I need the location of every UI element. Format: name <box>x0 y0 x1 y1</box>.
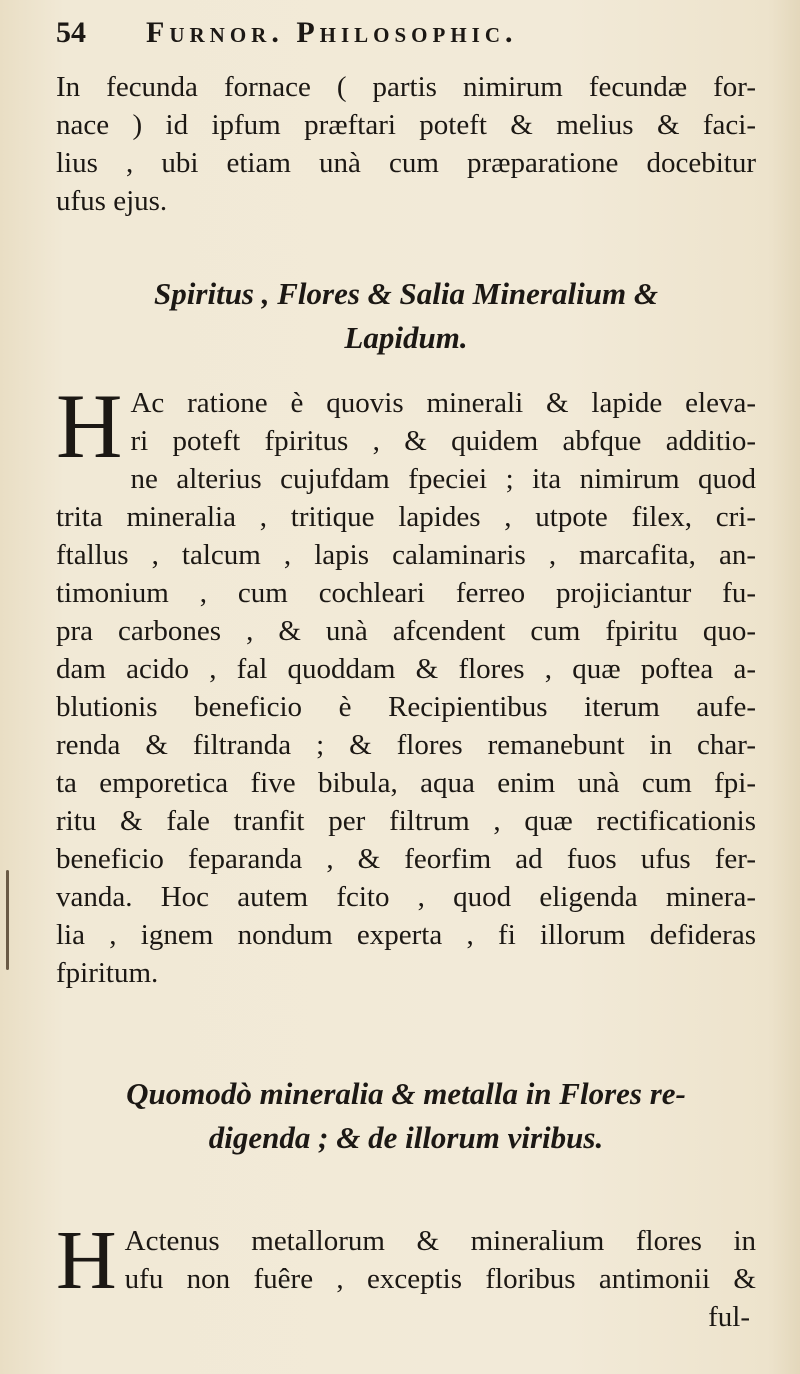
page-header <box>56 16 746 50</box>
text-line: trita mineralia , tritique lapides , utpote filex, cri- <box>56 501 756 533</box>
text-line: In fecunda fornace ( partis nimirum fecundæ for- <box>56 71 756 103</box>
text-line: ufu non fuêre , exceptis floribus antimonii & <box>124 1263 756 1295</box>
text-line: vanda. Hoc autem fcito , quod eligenda minera- <box>56 881 756 913</box>
catchword: ful- <box>708 1301 750 1333</box>
heading-line: digenda ; & de illorum viribus. <box>208 1120 604 1155</box>
text-line: lius , ubi etiam unà cum præparatione docebitur <box>56 147 756 179</box>
text-line: beneficio feparanda , & feorfim ad fuos ufus fer- <box>56 843 756 875</box>
heading-line: Quomodò mineralia & metalla in Flores re- <box>126 1076 686 1111</box>
text-line: lia , ignem nondum experta , fi illorum defideras <box>56 919 756 951</box>
text-line: ftallus , talcum , lapis calaminaris , marcafita, an- <box>56 539 756 571</box>
text-line: timonium , cum cochleari ferreo projiciantur fu- <box>56 577 756 609</box>
margin-ink-mark <box>6 870 9 970</box>
text-line: ufus ejus. <box>56 185 168 217</box>
drop-cap: H <box>56 1214 117 1307</box>
heading-line: Spiritus , Flores & Salia Mineralium & <box>154 276 658 311</box>
text-line: fpiritum. <box>56 957 159 989</box>
text-line: pra carbones , & unà afcendent cum fpiritu quo- <box>56 615 756 647</box>
text-line: blutionis beneficio è Recipientibus iterum aufe- <box>56 691 756 723</box>
text-line: renda & filtranda ; & flores remanebunt in char- <box>56 729 756 761</box>
text-line: dam acido , fal quoddam & flores , quæ poftea a- <box>56 653 756 685</box>
text-line: ta emporetica five bibula, aqua enim unà cum fpi- <box>56 767 756 799</box>
intro-paragraph <box>56 68 756 220</box>
text-line: ne alterius cujufdam fpeciei ; ita nimirum quod <box>130 463 756 495</box>
text-line: Actenus metallorum & mineralium flores in <box>124 1225 756 1257</box>
text-line: ri poteft fpiritus , & quidem abfque additio- <box>130 425 756 457</box>
text-line: nace ) id ipfum præftari poteft & melius & faci- <box>56 109 756 141</box>
drop-cap: H <box>56 375 123 477</box>
page-number: 54 <box>56 16 86 49</box>
heading-line: Lapidum. <box>344 320 468 355</box>
section-heading-quomodo <box>56 1072 756 1160</box>
section-heading-spiritus <box>56 272 756 360</box>
text-line: Ac ratione è quovis minerali & lapide eleva- <box>130 387 756 419</box>
text-line: ritu & fale tranfit per filtrum , quæ rectificationis <box>56 805 756 837</box>
section2-paragraph <box>56 1214 756 1336</box>
running-title: Furnor. Philosophic. <box>146 16 518 49</box>
section1-paragraph <box>56 375 756 992</box>
